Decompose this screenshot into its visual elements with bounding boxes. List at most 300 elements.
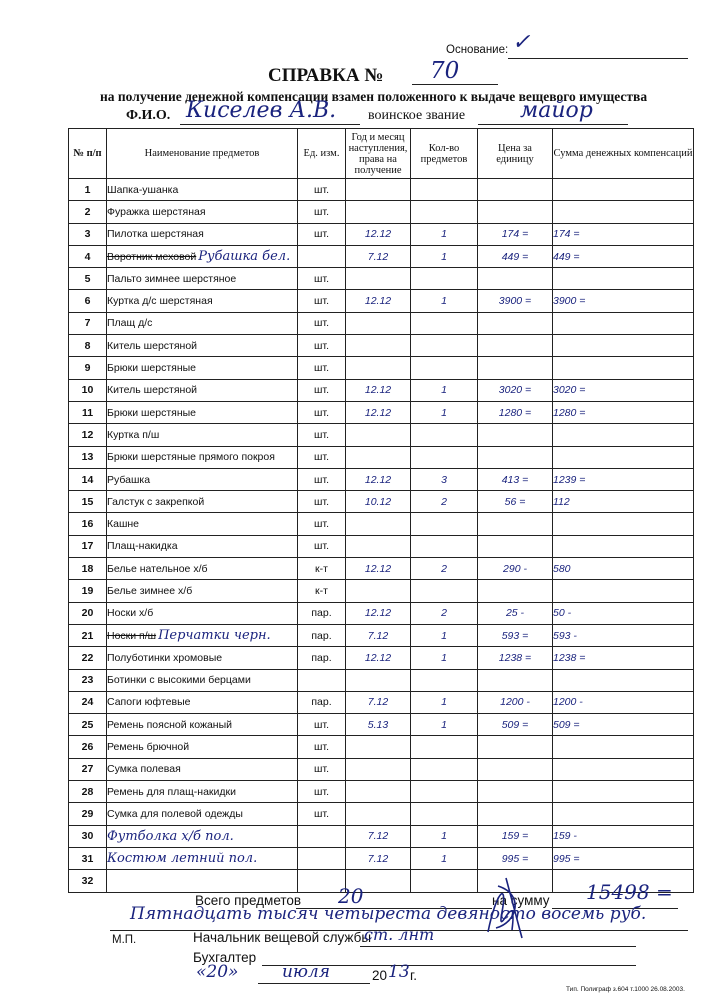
row-price: [478, 179, 553, 201]
doc-number: 70: [430, 58, 460, 84]
row-name-printed: Сумка для полевой одежды: [107, 807, 243, 820]
table-row: [69, 624, 694, 646]
row-number: 2: [69, 201, 107, 223]
row-price: 413 =: [478, 468, 553, 490]
col-qty-header: Кол-во предметов: [411, 129, 478, 179]
row-number: 8: [69, 335, 107, 357]
row-unit: к-т: [298, 580, 346, 602]
table-row: [69, 736, 694, 758]
items-table: [68, 128, 694, 893]
printer-info: Тип. Полиграф з.604 т.1000 26.08.2003.: [566, 986, 685, 993]
col-price-header: Цена за единицу: [478, 129, 553, 179]
row-date: [346, 335, 411, 357]
table-row: [69, 580, 694, 602]
col-date-header: Год и месяц наступления, права на получение: [346, 129, 411, 179]
row-name-printed: Плащ-накидка: [107, 540, 178, 553]
row-name-printed: Шапка-ушанка: [107, 183, 179, 196]
row-sum: 593 -: [553, 624, 694, 646]
row-number: 23: [69, 669, 107, 691]
row-price: [478, 268, 553, 290]
row-name: [107, 602, 298, 624]
row-qty: [411, 535, 478, 557]
table-row: [69, 268, 694, 290]
row-name: [107, 580, 298, 602]
row-number: 18: [69, 558, 107, 580]
row-name: [107, 647, 298, 669]
row-number: 11: [69, 401, 107, 423]
row-name-printed: Китель шерстяной: [107, 339, 198, 352]
row-unit: шт.: [298, 468, 346, 490]
row-number: 30: [69, 825, 107, 847]
row-date: 12.12: [346, 468, 411, 490]
row-sum: 1238 =: [553, 647, 694, 669]
basis-label: Основание:: [446, 44, 509, 56]
row-date: 7.12: [346, 245, 411, 267]
row-qty: [411, 201, 478, 223]
row-name-printed: Куртка п/ш: [107, 428, 160, 441]
row-name-printed: Белье нательное х/б: [107, 562, 208, 575]
row-name-printed: Воротник меховой: [107, 251, 197, 264]
row-unit: [298, 825, 346, 847]
row-sum: [553, 357, 694, 379]
row-name-printed: Пилотка шерстяная: [107, 228, 204, 241]
table-row: [69, 201, 694, 223]
accountant-label: Бухгалтер: [193, 950, 257, 965]
row-number: 29: [69, 803, 107, 825]
table-row: [69, 691, 694, 713]
chief-value: ст. лнт: [364, 925, 435, 944]
row-price: 1280 =: [478, 401, 553, 423]
total-items-value: 20: [338, 884, 364, 908]
row-number: 17: [69, 535, 107, 557]
row-name-handwritten: Рубашка бел.: [198, 249, 291, 265]
date-year-prefix: 20: [372, 968, 388, 983]
row-name: [107, 758, 298, 780]
row-unit: шт.: [298, 758, 346, 780]
chief-line: [360, 946, 636, 947]
row-sum: 509 =: [553, 714, 694, 736]
row-number: 7: [69, 312, 107, 334]
row-number: 26: [69, 736, 107, 758]
table-row: [69, 468, 694, 490]
number-line: [412, 84, 498, 85]
row-number: 5: [69, 268, 107, 290]
row-qty: [411, 669, 478, 691]
table-row: [69, 647, 694, 669]
row-price: 449 =: [478, 245, 553, 267]
row-sum: [553, 803, 694, 825]
row-sum: 995 =: [553, 847, 694, 869]
table-row: [69, 223, 694, 245]
row-price: [478, 535, 553, 557]
row-sum: [553, 446, 694, 468]
row-sum: 1280 =: [553, 401, 694, 423]
row-price: [478, 312, 553, 334]
row-unit: шт.: [298, 312, 346, 334]
row-name: [107, 245, 298, 267]
table-row: [69, 513, 694, 535]
row-name: [107, 825, 298, 847]
row-number: 16: [69, 513, 107, 535]
row-qty: 1: [411, 379, 478, 401]
row-qty: 1: [411, 647, 478, 669]
row-number: 15: [69, 491, 107, 513]
row-qty: [411, 312, 478, 334]
row-name: [107, 736, 298, 758]
row-date: 12.12: [346, 647, 411, 669]
row-qty: 1: [411, 245, 478, 267]
row-price: [478, 201, 553, 223]
row-number: 20: [69, 602, 107, 624]
row-unit: шт.: [298, 513, 346, 535]
row-date: 12.12: [346, 602, 411, 624]
row-name-handwritten: Футболка х/б пол.: [107, 828, 234, 844]
row-qty: 1: [411, 691, 478, 713]
table-row: [69, 535, 694, 557]
row-unit: шт.: [298, 201, 346, 223]
row-name: [107, 401, 298, 423]
row-price: 995 =: [478, 847, 553, 869]
row-qty: 1: [411, 624, 478, 646]
row-qty: [411, 179, 478, 201]
row-qty: 1: [411, 825, 478, 847]
row-name: [107, 379, 298, 401]
row-price: [478, 424, 553, 446]
row-sum: 1200 -: [553, 691, 694, 713]
sum-label: на сумму: [492, 893, 550, 908]
row-date: 7.12: [346, 691, 411, 713]
row-qty: [411, 424, 478, 446]
row-number: 22: [69, 647, 107, 669]
row-name: [107, 624, 298, 646]
row-date: [346, 803, 411, 825]
row-date: 5.13: [346, 714, 411, 736]
basis-mark: ✓: [512, 30, 531, 55]
row-qty: [411, 758, 478, 780]
row-date: [346, 424, 411, 446]
row-number: 6: [69, 290, 107, 312]
row-sum: 3020 =: [553, 379, 694, 401]
row-qty: [411, 513, 478, 535]
row-name: [107, 535, 298, 557]
row-name-printed: Галстук с закрепкой: [107, 495, 205, 508]
row-sum: [553, 535, 694, 557]
row-date: [346, 736, 411, 758]
row-unit: шт.: [298, 535, 346, 557]
row-date: 12.12: [346, 379, 411, 401]
row-sum: [553, 781, 694, 803]
row-name-printed: Сумка полевая: [107, 763, 181, 776]
row-name-printed: Куртка д/с шерстяная: [107, 295, 213, 308]
signature-scribble: [478, 872, 548, 942]
row-name: [107, 558, 298, 580]
row-date: [346, 513, 411, 535]
row-number: 13: [69, 446, 107, 468]
row-sum: [553, 179, 694, 201]
row-unit: шт.: [298, 357, 346, 379]
row-unit: шт.: [298, 335, 346, 357]
row-price: [478, 446, 553, 468]
row-unit: пар.: [298, 647, 346, 669]
row-name-printed: Пальто зимнее шерстяное: [107, 272, 237, 285]
table-row: [69, 714, 694, 736]
row-name-printed: Брюки шерстяные прямого покроя: [107, 451, 275, 464]
row-number: 1: [69, 179, 107, 201]
rank-label: воинское звание: [368, 108, 466, 123]
row-sum: 3900 =: [553, 290, 694, 312]
table-row: [69, 558, 694, 580]
row-date: [346, 669, 411, 691]
row-unit: шт.: [298, 290, 346, 312]
row-number: 24: [69, 691, 107, 713]
row-name: [107, 691, 298, 713]
row-name: [107, 268, 298, 290]
row-sum: [553, 312, 694, 334]
date-month-line: [258, 983, 370, 984]
row-name: [107, 803, 298, 825]
row-name-handwritten: Перчатки черн.: [158, 628, 271, 644]
row-date: 12.12: [346, 223, 411, 245]
row-unit: шт.: [298, 491, 346, 513]
date-year: 13: [388, 962, 410, 982]
row-unit: шт.: [298, 379, 346, 401]
row-date: 10.12: [346, 491, 411, 513]
row-price: 1200 -: [478, 691, 553, 713]
row-name: [107, 290, 298, 312]
row-name: [107, 446, 298, 468]
row-name: [107, 714, 298, 736]
doc-subtitle: на получение денежной компенсации взамен положенного к выдаче вещевого имущества: [100, 89, 648, 104]
row-price: 174 =: [478, 223, 553, 245]
row-qty: [411, 446, 478, 468]
table-row: [69, 424, 694, 446]
row-sum: 580: [553, 558, 694, 580]
row-unit: шт.: [298, 424, 346, 446]
row-price: [478, 357, 553, 379]
row-qty: 1: [411, 223, 478, 245]
row-price: 159 =: [478, 825, 553, 847]
row-price: [478, 803, 553, 825]
table-row: [69, 335, 694, 357]
row-sum: [553, 201, 694, 223]
row-date: 12.12: [346, 401, 411, 423]
row-unit: шт.: [298, 179, 346, 201]
row-name-printed: Рубашка: [107, 473, 151, 486]
col-name-header: Наименование предметов: [107, 129, 298, 179]
row-price: 593 =: [478, 624, 553, 646]
date-day: «20»: [196, 962, 239, 982]
row-price: [478, 580, 553, 602]
row-number: 19: [69, 580, 107, 602]
row-name-printed: Брюки шерстяные: [107, 362, 197, 375]
row-name-printed: Ремень для плащ-накидки: [107, 785, 236, 798]
row-name: [107, 312, 298, 334]
row-sum: [553, 669, 694, 691]
row-sum: [553, 513, 694, 535]
row-sum: 50 -: [553, 602, 694, 624]
row-number: 4: [69, 245, 107, 267]
row-date: [346, 268, 411, 290]
row-price: [478, 758, 553, 780]
row-sum: 449 =: [553, 245, 694, 267]
row-date: [346, 201, 411, 223]
row-qty: 2: [411, 602, 478, 624]
row-name: [107, 781, 298, 803]
row-date: [346, 758, 411, 780]
col-sum-header: Сумма денежных компенсаций: [553, 129, 694, 179]
row-name: [107, 335, 298, 357]
row-date: [346, 312, 411, 334]
table-row: [69, 491, 694, 513]
row-date: 7.12: [346, 847, 411, 869]
row-name-printed: Сапоги юфтевые: [107, 696, 191, 709]
row-price: [478, 736, 553, 758]
row-name: [107, 357, 298, 379]
row-price: 3020 =: [478, 379, 553, 401]
row-name-printed: Белье зимнее х/б: [107, 584, 193, 597]
table-row: [69, 669, 694, 691]
table-row: [69, 825, 694, 847]
row-name-printed: Ботинки с высокими берцами: [107, 674, 251, 687]
row-price: 1238 =: [478, 647, 553, 669]
row-qty: [411, 736, 478, 758]
row-qty: [411, 357, 478, 379]
col-num-header: № п/п: [69, 129, 107, 179]
row-name: [107, 491, 298, 513]
row-qty: [411, 870, 478, 892]
row-name: [107, 669, 298, 691]
row-sum: 159 -: [553, 825, 694, 847]
col-unit-header: Ед. изм.: [298, 129, 346, 179]
row-sum: 112: [553, 491, 694, 513]
row-unit: пар.: [298, 624, 346, 646]
row-date: [346, 179, 411, 201]
row-sum: [553, 580, 694, 602]
row-name: [107, 513, 298, 535]
row-qty: 2: [411, 558, 478, 580]
total-items-label: Всего предметов: [195, 893, 302, 908]
row-number: 14: [69, 468, 107, 490]
table-row: [69, 781, 694, 803]
row-unit: шт.: [298, 401, 346, 423]
row-sum: [553, 736, 694, 758]
row-unit: шт.: [298, 803, 346, 825]
row-name-printed: Плащ д/с: [107, 317, 153, 330]
row-unit: шт.: [298, 714, 346, 736]
row-unit: [298, 245, 346, 267]
row-qty: 1: [411, 401, 478, 423]
row-sum: 1239 =: [553, 468, 694, 490]
row-name: [107, 424, 298, 446]
row-date: 7.12: [346, 825, 411, 847]
row-name-printed: Носки п/ш: [107, 630, 157, 643]
row-name: [107, 179, 298, 201]
row-sum: [553, 335, 694, 357]
row-price: [478, 513, 553, 535]
row-qty: 2: [411, 491, 478, 513]
sum-value: 15498 =: [586, 880, 673, 904]
table-row: [69, 847, 694, 869]
row-qty: 1: [411, 714, 478, 736]
row-sum: [553, 424, 694, 446]
row-unit: к-т: [298, 558, 346, 580]
row-price: [478, 335, 553, 357]
row-sum: [553, 758, 694, 780]
table-row: [69, 179, 694, 201]
row-price: 56 =: [478, 491, 553, 513]
row-unit: шт.: [298, 446, 346, 468]
table-row: [69, 312, 694, 334]
row-unit: пар.: [298, 602, 346, 624]
fio-value: Киселев А.В.: [186, 98, 337, 123]
row-number: 3: [69, 223, 107, 245]
row-price: 3900 =: [478, 290, 553, 312]
row-date: [346, 580, 411, 602]
rank-value: майор: [520, 98, 593, 123]
row-date: [346, 535, 411, 557]
fio-line: [180, 124, 360, 125]
row-unit: шт.: [298, 268, 346, 290]
table-row: [69, 602, 694, 624]
row-price: [478, 781, 553, 803]
row-price: 25 -: [478, 602, 553, 624]
row-name: [107, 223, 298, 245]
date-suffix: г.: [410, 968, 418, 983]
row-number: 31: [69, 847, 107, 869]
row-unit: шт.: [298, 736, 346, 758]
table-row: [69, 758, 694, 780]
row-qty: 3: [411, 468, 478, 490]
row-name: [107, 847, 298, 869]
row-price: [478, 669, 553, 691]
table-header: [69, 129, 694, 179]
table-row: [69, 245, 694, 267]
row-name: [107, 201, 298, 223]
row-number: 32: [69, 870, 107, 892]
row-unit: пар.: [298, 691, 346, 713]
row-qty: [411, 335, 478, 357]
row-date: 12.12: [346, 558, 411, 580]
row-name-printed: Полуботинки хромовые: [107, 651, 223, 664]
row-date: [346, 446, 411, 468]
row-name-printed: Брюки шерстяные: [107, 406, 197, 419]
row-name: [107, 870, 298, 892]
row-price: 290 -: [478, 558, 553, 580]
row-qty: 1: [411, 290, 478, 312]
row-name-printed: Носки х/б: [107, 607, 154, 620]
row-unit: шт.: [298, 223, 346, 245]
row-number: 28: [69, 781, 107, 803]
row-date: [346, 357, 411, 379]
row-date: 7.12: [346, 624, 411, 646]
table-row: [69, 401, 694, 423]
row-name: [107, 468, 298, 490]
row-qty: [411, 268, 478, 290]
row-number: 27: [69, 758, 107, 780]
row-name-printed: Фуражка шерстяная: [107, 205, 206, 218]
row-price: 509 =: [478, 714, 553, 736]
row-number: 9: [69, 357, 107, 379]
row-date: [346, 781, 411, 803]
fio-label: Ф.И.О.: [126, 108, 171, 123]
doc-title: СПРАВКА №: [268, 65, 384, 86]
row-qty: [411, 781, 478, 803]
row-sum: [553, 268, 694, 290]
chief-label: Начальник вещевой службы: [193, 930, 372, 945]
rank-line: [478, 124, 628, 125]
row-unit: [298, 669, 346, 691]
row-name-printed: Китель шерстяной: [107, 384, 198, 397]
